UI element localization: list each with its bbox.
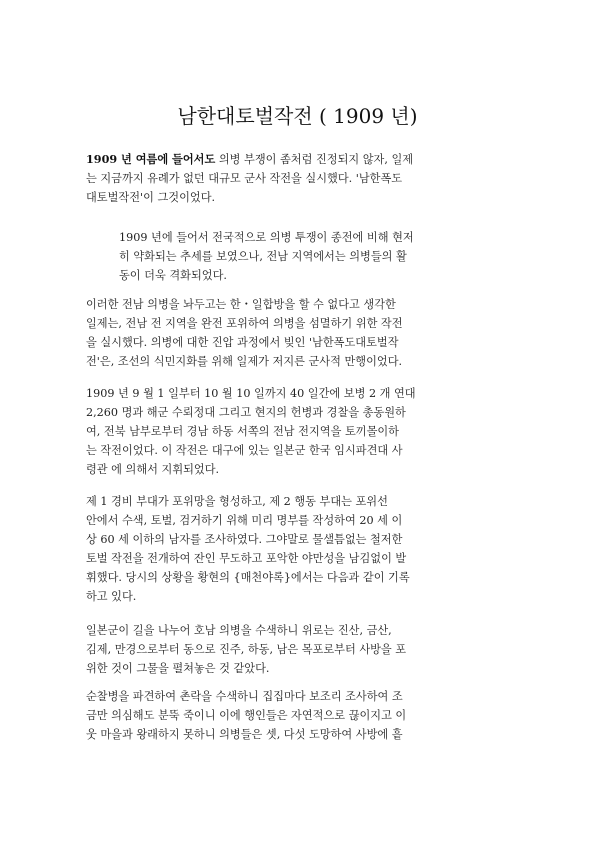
- paragraph-line: 순찰병을 파견하여 촌락을 수색하니 집집마다 보조리 조사하여 조: [86, 690, 403, 703]
- paragraph-line: 2,260 명과 해군 수뢰정대 그리고 현지의 헌병과 경찰을 총동원하: [86, 406, 406, 419]
- paragraph-line: 상 60 세 이하의 남자를 조사하였다. 그야말로 물샐틈없는 철저한: [86, 533, 403, 546]
- paragraph-3: [86, 295, 510, 371]
- paragraph-7: [86, 687, 510, 744]
- paragraph-line: 전'은, 조선의 식민지화를 위해 일제가 저지른 군사적 만행이었다.: [86, 355, 403, 368]
- paragraph-line: 안에서 수색, 토벌, 검거하기 위해 미리 명부를 작성하여 20 세 이: [86, 514, 403, 527]
- paragraph-line: 여, 전북 남부로부터 경남 하동 서쪽의 전남 전지역을 토끼몰이하: [86, 425, 399, 438]
- paragraph-line: 휘했다. 당시의 상황을 황현의 {매천야록}에서는 다음과 같이 기록: [86, 571, 410, 584]
- paragraph-line: 토벌 작전을 전개하여 잔인 무도하고 포악한 야만성을 남김없이 발: [86, 552, 407, 565]
- paragraph-line: 일본군이 길을 나누어 호남 의병을 수색하니 위로는 진산, 금산,: [86, 624, 392, 637]
- paragraph-line: 하고 있다.: [86, 590, 137, 603]
- paragraph-line: 는 지금까지 유례가 없던 대규모 군사 작전을 실시했다. '남한폭도: [86, 172, 403, 185]
- paragraph-line: 을 실시했다. 의병에 대한 진압 과정에서 빚인 '남한폭도대토벌작: [86, 336, 399, 349]
- paragraph-line: 1909 년 여름에 들어서도 의병 부쟁이 좀처럼 진정되지 않자, 일제: [86, 152, 414, 166]
- paragraph-line: 김제, 만경으로부터 동으로 진주, 하동, 남은 목포로부터 사방을 포: [86, 643, 407, 656]
- paragraph-line: 히 약화되는 추세를 보였으나, 전남 지역에서는 의병들의 활: [119, 250, 407, 263]
- paragraph-line: 령관 에 의해서 지휘되었다.: [86, 463, 220, 476]
- paragraph-5: [86, 492, 510, 606]
- page-title: 남한대토벌작전 ( 1909 년): [177, 104, 418, 128]
- paragraph-line: 동이 더욱 격화되었다.: [119, 269, 227, 282]
- paragraph-2: [119, 228, 509, 285]
- paragraph-line: 1909 년 9 월 1 일부터 10 월 10 일까지 40 일간에 보병 2 개 연대: [86, 387, 416, 400]
- paragraph-line: 웃 마을과 왕래하지 못하니 의병들은 셋, 다섯 도망하여 사방에 흩: [86, 728, 403, 741]
- paragraph-6: [86, 621, 510, 678]
- paragraph-line: 금만 의심해도 분뚝 죽이니 이에 행인들은 자연적으로 끊이지고 이: [86, 709, 407, 722]
- paragraph-line: 제 1 경비 부대가 포위망을 형성하고, 제 2 행동 부대는 포위선: [86, 495, 388, 508]
- paragraph-line: 는 작전이었다. 이 작전은 대구에 있는 일본군 한국 임시파견대 사: [86, 444, 403, 457]
- paragraph-line: 1909 년에 들어서 전국적으로 의병 투쟁이 종전에 비해 현저: [119, 231, 414, 244]
- paragraph-line: 이러한 전남 의병을 놔두고는 한・일합방을 할 수 없다고 생각한: [86, 298, 396, 311]
- paragraph-line: 위한 것이 그물을 펼쳐놓은 것 같았다.: [86, 662, 270, 675]
- paragraph-line: 일제는, 전남 전 지역을 완전 포위하여 의병을 섬멸하기 위한 작전: [86, 317, 403, 330]
- paragraph-4: [86, 384, 510, 479]
- paragraph-1: [86, 150, 510, 207]
- paragraph-lead: 1909 년 여름에 들어서도: [86, 152, 216, 166]
- paragraph-line: 대토벌작전'이 그것이었다.: [86, 191, 216, 204]
